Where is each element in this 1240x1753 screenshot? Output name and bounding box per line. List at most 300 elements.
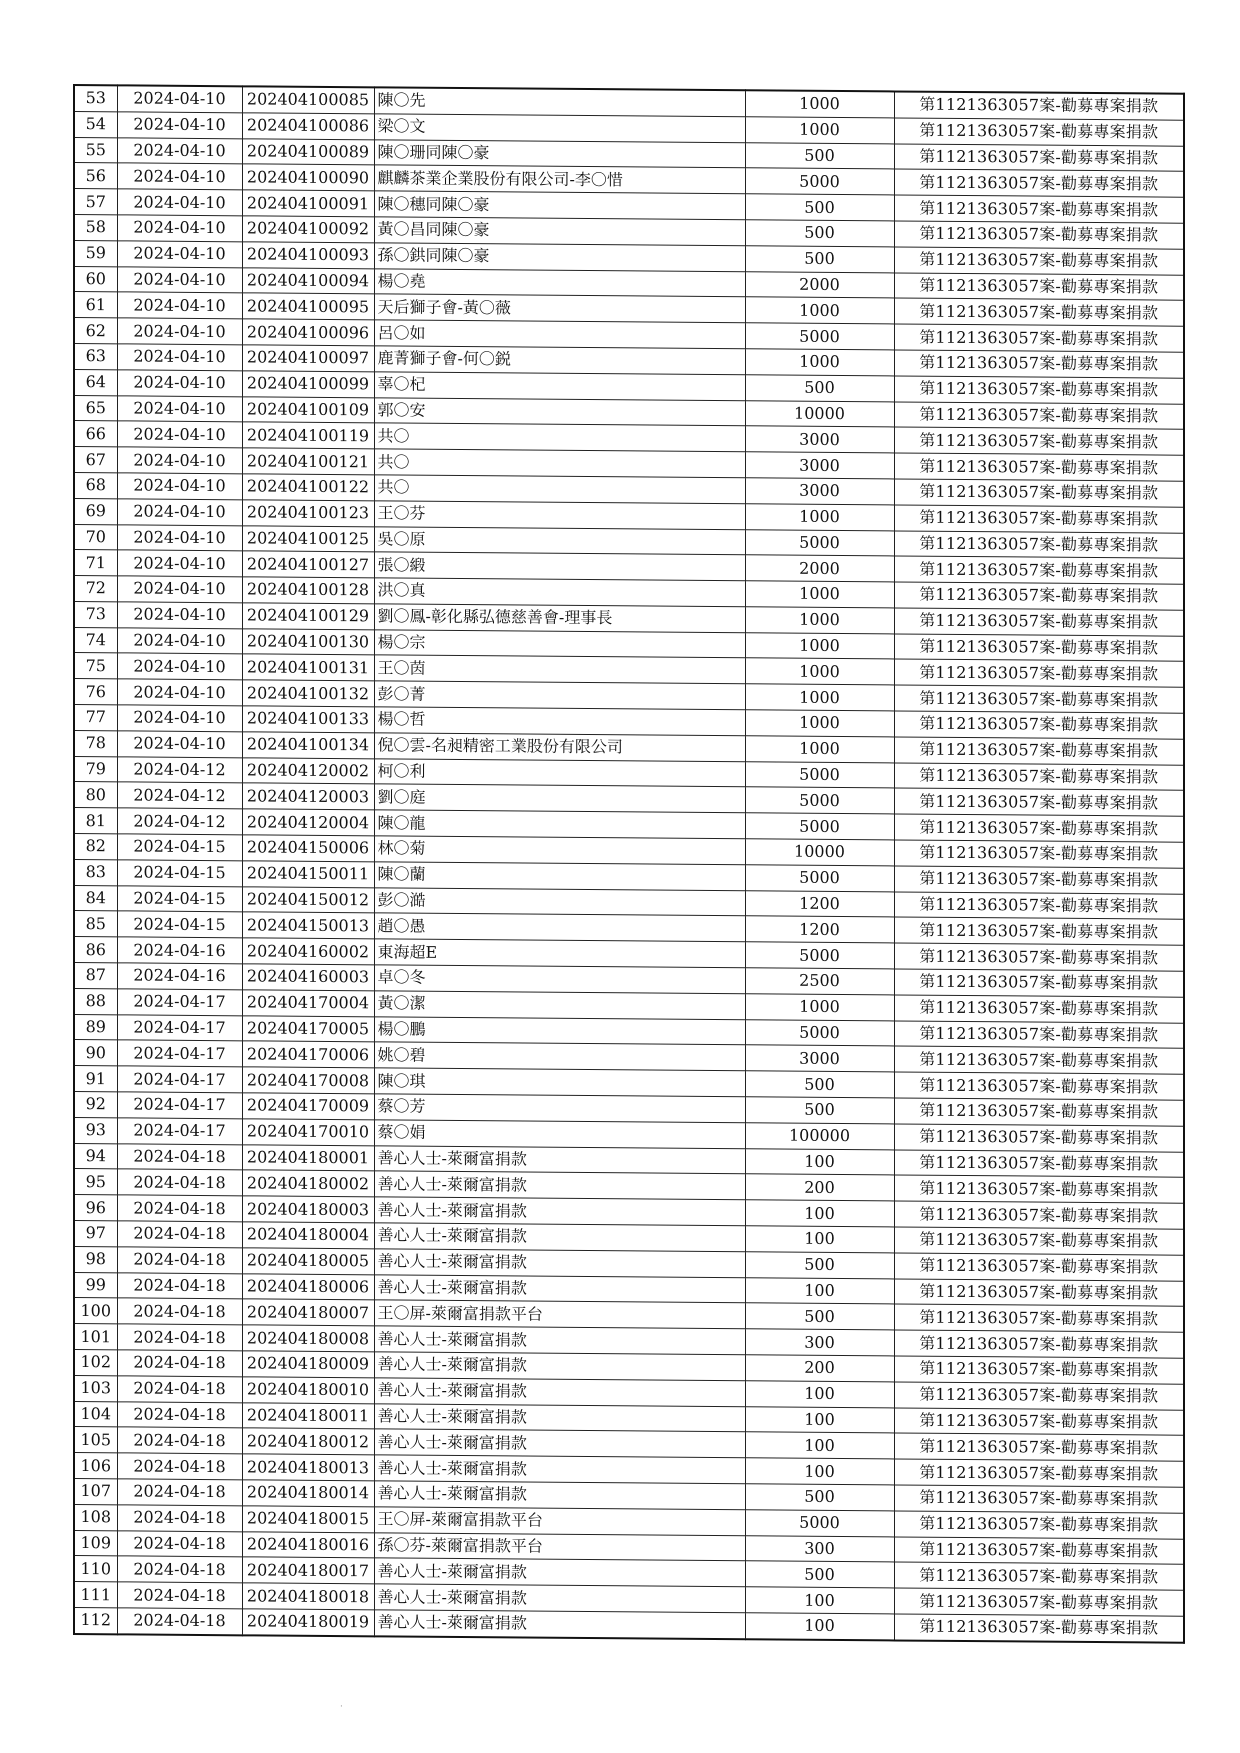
donation-amount-cell: 100 bbox=[745, 1458, 894, 1485]
fundraising-case-cell: 第1121363057案-勸募專案捐款 bbox=[894, 1588, 1184, 1616]
fundraising-case-cell: 第1121363057案-勸募專案捐款 bbox=[894, 118, 1184, 146]
row-number-cell: 72 bbox=[74, 576, 117, 602]
donor-name-cell: 共〇 bbox=[374, 475, 745, 504]
donor-name-cell: 陳〇龍 bbox=[374, 810, 745, 839]
row-number-cell: 95 bbox=[74, 1169, 117, 1195]
donor-name-cell: 劉〇鳳-彰化縣弘德慈善會-理事長 bbox=[374, 604, 745, 633]
donation-amount-cell: 1000 bbox=[745, 736, 894, 763]
receipt-number-cell: 202404100134 bbox=[242, 732, 374, 759]
donor-name-cell: 王〇茵 bbox=[374, 655, 745, 684]
fundraising-case-cell: 第1121363057案-勸募專案捐款 bbox=[894, 247, 1184, 275]
receipt-number-cell: 202404180007 bbox=[242, 1299, 374, 1326]
donation-amount-cell: 1000 bbox=[745, 994, 894, 1021]
receipt-number-cell: 202404100121 bbox=[242, 448, 374, 475]
donor-name-cell: 善心人士-萊爾富捐款 bbox=[374, 1171, 745, 1200]
fundraising-case-cell: 第1121363057案-勸募專案捐款 bbox=[894, 169, 1184, 197]
donation-date-cell: 2024-04-18 bbox=[117, 1401, 242, 1428]
donor-name-cell: 善心人士-萊爾富捐款 bbox=[374, 1249, 745, 1278]
donation-amount-cell: 100 bbox=[745, 1381, 894, 1408]
receipt-number-cell: 202404170010 bbox=[242, 1119, 374, 1146]
donor-name-cell: 鹿菁獅子會-何〇鋭 bbox=[374, 346, 745, 375]
donation-amount-cell: 500 bbox=[745, 1252, 894, 1279]
donation-amount-cell: 1200 bbox=[745, 916, 894, 943]
receipt-number-cell: 202404100089 bbox=[242, 138, 374, 165]
donation-amount-cell: 100 bbox=[745, 1226, 894, 1253]
donation-amount-cell: 100 bbox=[745, 1148, 894, 1175]
fundraising-case-cell: 第1121363057案-勸募專案捐款 bbox=[894, 969, 1184, 997]
donation-date-cell: 2024-04-18 bbox=[117, 1376, 242, 1403]
receipt-number-cell: 202404100119 bbox=[242, 422, 374, 449]
receipt-number-cell: 202404180016 bbox=[242, 1531, 374, 1558]
fundraising-case-cell: 第1121363057案-勸募專案捐款 bbox=[894, 221, 1184, 249]
donor-name-cell: 郭〇安 bbox=[374, 397, 745, 426]
donor-name-cell: 楊〇鵬 bbox=[374, 1017, 745, 1046]
receipt-number-cell: 202404100086 bbox=[242, 113, 374, 140]
donation-amount-cell: 5000 bbox=[745, 865, 894, 892]
receipt-number-cell: 202404180014 bbox=[242, 1480, 374, 1507]
fundraising-case-cell: 第1121363057案-勸募專案捐款 bbox=[894, 530, 1184, 558]
row-number-cell: 103 bbox=[74, 1375, 117, 1401]
row-number-cell: 86 bbox=[74, 937, 117, 963]
donation-date-cell: 2024-04-10 bbox=[117, 524, 242, 551]
donor-name-cell: 善心人士-萊爾富捐款 bbox=[374, 1481, 745, 1510]
row-number-cell: 69 bbox=[74, 498, 117, 524]
donation-date-cell: 2024-04-12 bbox=[117, 757, 242, 784]
donor-name-cell: 共〇 bbox=[374, 423, 745, 452]
fundraising-case-cell: 第1121363057案-勸募專案捐款 bbox=[894, 1433, 1184, 1461]
fundraising-case-cell: 第1121363057案-勸募專案捐款 bbox=[894, 1279, 1184, 1307]
fundraising-case-cell: 第1121363057案-勸募專案捐款 bbox=[894, 401, 1184, 429]
donor-name-cell: 天后獅子會-黃〇薇 bbox=[374, 294, 745, 323]
fundraising-case-cell: 第1121363057案-勸募專案捐款 bbox=[894, 1511, 1184, 1539]
fundraising-case-cell: 第1121363057案-勸募專案捐款 bbox=[894, 324, 1184, 352]
donation-date-cell: 2024-04-18 bbox=[117, 1505, 242, 1532]
row-number-cell: 82 bbox=[74, 834, 117, 860]
fundraising-case-cell: 第1121363057案-勸募專案捐款 bbox=[894, 711, 1184, 739]
receipt-number-cell: 202404180008 bbox=[242, 1325, 374, 1352]
donation-date-cell: 2024-04-10 bbox=[117, 395, 242, 422]
donor-name-cell: 陳〇穗同陳〇豪 bbox=[374, 191, 745, 220]
row-number-cell: 77 bbox=[74, 705, 117, 731]
donor-name-cell: 梁〇文 bbox=[374, 114, 745, 143]
fundraising-case-cell: 第1121363057案-勸募專案捐款 bbox=[894, 995, 1184, 1023]
donation-amount-cell: 5000 bbox=[745, 761, 894, 788]
donation-amount-cell: 1000 bbox=[745, 658, 894, 685]
donation-date-cell: 2024-04-18 bbox=[117, 1479, 242, 1506]
donation-date-cell: 2024-04-10 bbox=[117, 550, 242, 577]
donation-date-cell: 2024-04-18 bbox=[117, 1608, 242, 1635]
fundraising-case-cell: 第1121363057案-勸募專案捐款 bbox=[894, 1201, 1184, 1229]
donor-name-cell: 彭〇菁 bbox=[374, 681, 745, 710]
receipt-number-cell: 202404180012 bbox=[242, 1428, 374, 1455]
donation-amount-cell: 500 bbox=[745, 194, 894, 221]
donation-amount-cell: 5000 bbox=[745, 529, 894, 556]
receipt-number-cell: 202404100085 bbox=[242, 86, 374, 113]
donation-date-cell: 2024-04-15 bbox=[117, 886, 242, 913]
donor-name-cell: 倪〇雲-名昶精密工業股份有限公司 bbox=[374, 733, 745, 762]
row-number-cell: 92 bbox=[74, 1092, 117, 1118]
fundraising-case-cell: 第1121363057案-勸募專案捐款 bbox=[894, 634, 1184, 662]
receipt-number-cell: 202404150013 bbox=[242, 912, 374, 939]
donation-amount-cell: 200 bbox=[745, 1174, 894, 1201]
row-number-cell: 101 bbox=[74, 1324, 117, 1350]
donation-date-cell: 2024-04-10 bbox=[117, 370, 242, 397]
receipt-number-cell: 202404180015 bbox=[242, 1506, 374, 1533]
receipt-number-cell: 202404180005 bbox=[242, 1248, 374, 1275]
donor-name-cell: 辜〇杞 bbox=[374, 372, 745, 401]
donation-amount-cell: 5000 bbox=[745, 942, 894, 969]
donation-date-cell: 2024-04-17 bbox=[117, 989, 242, 1016]
fundraising-case-cell: 第1121363057案-勸募專案捐款 bbox=[894, 1046, 1184, 1074]
donation-date-cell: 2024-04-16 bbox=[117, 963, 242, 990]
fundraising-case-cell: 第1121363057案-勸募專案捐款 bbox=[894, 143, 1184, 171]
donation-amount-cell: 500 bbox=[745, 374, 894, 401]
donor-name-cell: 柯〇利 bbox=[374, 759, 745, 788]
receipt-number-cell: 202404150011 bbox=[242, 861, 374, 888]
donation-date-cell: 2024-04-18 bbox=[117, 1221, 242, 1248]
donation-amount-cell: 1200 bbox=[745, 890, 894, 917]
fundraising-case-cell: 第1121363057案-勸募專案捐款 bbox=[894, 556, 1184, 584]
donation-date-cell: 2024-04-10 bbox=[117, 473, 242, 500]
donation-amount-cell: 3000 bbox=[745, 426, 894, 453]
donation-date-cell: 2024-04-10 bbox=[117, 679, 242, 706]
donor-name-cell: 楊〇宗 bbox=[374, 630, 745, 659]
donation-date-cell: 2024-04-10 bbox=[117, 653, 242, 680]
donation-amount-cell: 1000 bbox=[745, 90, 894, 117]
donor-name-cell: 洪〇真 bbox=[374, 578, 745, 607]
row-number-cell: 53 bbox=[74, 85, 117, 112]
row-number-cell: 57 bbox=[74, 189, 117, 215]
row-number-cell: 85 bbox=[74, 911, 117, 937]
row-number-cell: 107 bbox=[74, 1478, 117, 1504]
row-number-cell: 90 bbox=[74, 1040, 117, 1066]
donor-name-cell: 善心人士-萊爾富捐款 bbox=[374, 1352, 745, 1381]
fundraising-case-cell: 第1121363057案-勸募專案捐款 bbox=[894, 453, 1184, 481]
donor-name-cell: 呂〇如 bbox=[374, 320, 745, 349]
donation-amount-cell: 100 bbox=[745, 1200, 894, 1227]
row-number-cell: 97 bbox=[74, 1221, 117, 1247]
fundraising-case-cell: 第1121363057案-勸募專案捐款 bbox=[894, 1408, 1184, 1436]
row-number-cell: 91 bbox=[74, 1066, 117, 1092]
row-number-cell: 109 bbox=[74, 1530, 117, 1556]
donation-date-cell: 2024-04-16 bbox=[117, 937, 242, 964]
donor-name-cell: 陳〇琪 bbox=[374, 1068, 745, 1097]
donation-amount-cell: 1000 bbox=[745, 297, 894, 324]
donation-amount-cell: 100 bbox=[745, 1432, 894, 1459]
receipt-number-cell: 202404180017 bbox=[242, 1557, 374, 1584]
donor-name-cell: 善心人士-萊爾富捐款 bbox=[374, 1197, 745, 1226]
donation-date-cell: 2024-04-17 bbox=[117, 1092, 242, 1119]
donation-amount-cell: 100 bbox=[745, 1277, 894, 1304]
donation-amount-cell: 5000 bbox=[745, 1510, 894, 1537]
donation-date-cell: 2024-04-17 bbox=[117, 1040, 242, 1067]
fundraising-case-cell: 第1121363057案-勸募專案捐款 bbox=[894, 1459, 1184, 1487]
donation-date-cell: 2024-04-12 bbox=[117, 808, 242, 835]
donation-amount-cell: 1000 bbox=[745, 607, 894, 634]
row-number-cell: 55 bbox=[74, 137, 117, 163]
donation-date-cell: 2024-04-10 bbox=[117, 85, 242, 112]
donation-date-cell: 2024-04-18 bbox=[117, 1169, 242, 1196]
donor-name-cell: 善心人士-萊爾富捐款 bbox=[374, 1274, 745, 1303]
donation-date-cell: 2024-04-10 bbox=[117, 447, 242, 474]
receipt-number-cell: 202404180004 bbox=[242, 1222, 374, 1249]
fundraising-case-cell: 第1121363057案-勸募專案捐款 bbox=[894, 788, 1184, 816]
receipt-number-cell: 202404100128 bbox=[242, 577, 374, 604]
donor-name-cell: 吳〇原 bbox=[374, 526, 745, 555]
fundraising-case-cell: 第1121363057案-勸募專案捐款 bbox=[894, 1124, 1184, 1152]
fundraising-case-cell: 第1121363057案-勸募專案捐款 bbox=[894, 1330, 1184, 1358]
fundraising-case-cell: 第1121363057案-勸募專案捐款 bbox=[894, 685, 1184, 713]
donation-date-cell: 2024-04-10 bbox=[117, 421, 242, 448]
donor-name-cell: 善心人士-萊爾富捐款 bbox=[374, 1378, 745, 1407]
receipt-number-cell: 202404100097 bbox=[242, 345, 374, 372]
receipt-number-cell: 202404100130 bbox=[242, 629, 374, 656]
donation-amount-cell: 100 bbox=[745, 1406, 894, 1433]
donation-date-cell: 2024-04-10 bbox=[117, 189, 242, 216]
donation-date-cell: 2024-04-18 bbox=[117, 1582, 242, 1609]
donation-amount-cell: 1000 bbox=[745, 684, 894, 711]
donor-name-cell: 陳〇先 bbox=[374, 87, 745, 116]
row-number-cell: 70 bbox=[74, 524, 117, 550]
receipt-number-cell: 202404100096 bbox=[242, 319, 374, 346]
row-number-cell: 106 bbox=[74, 1453, 117, 1479]
receipt-number-cell: 202404100091 bbox=[242, 190, 374, 217]
donation-amount-cell: 500 bbox=[745, 1561, 894, 1588]
row-number-cell: 58 bbox=[74, 214, 117, 240]
donor-name-cell: 王〇屏-萊爾富捐款平台 bbox=[374, 1507, 745, 1536]
donation-date-cell: 2024-04-10 bbox=[117, 731, 242, 758]
fundraising-case-cell: 第1121363057案-勸募專案捐款 bbox=[894, 298, 1184, 326]
fundraising-case-cell: 第1121363057案-勸募專案捐款 bbox=[894, 1485, 1184, 1513]
row-number-cell: 75 bbox=[74, 653, 117, 679]
donation-amount-cell: 1000 bbox=[745, 581, 894, 608]
row-number-cell: 56 bbox=[74, 163, 117, 189]
donation-table-body bbox=[74, 85, 1184, 1642]
receipt-number-cell: 202404100123 bbox=[242, 500, 374, 527]
donation-date-cell: 2024-04-10 bbox=[117, 318, 242, 345]
donor-name-cell: 善心人士-萊爾富捐款 bbox=[374, 1403, 745, 1432]
fundraising-case-cell: 第1121363057案-勸募專案捐款 bbox=[894, 943, 1184, 971]
donation-date-cell: 2024-04-10 bbox=[117, 241, 242, 268]
row-number-cell: 73 bbox=[74, 601, 117, 627]
donor-name-cell: 麒麟茶業企業股份有限公司-李〇惜 bbox=[374, 165, 745, 194]
fundraising-case-cell: 第1121363057案-勸募專案捐款 bbox=[894, 376, 1184, 404]
fundraising-case-cell: 第1121363057案-勸募專案捐款 bbox=[894, 1150, 1184, 1178]
fundraising-case-cell: 第1121363057案-勸募專案捐款 bbox=[894, 1304, 1184, 1332]
donation-amount-cell: 300 bbox=[745, 1535, 894, 1562]
donation-amount-cell: 1000 bbox=[745, 710, 894, 737]
row-number-cell: 81 bbox=[74, 808, 117, 834]
fundraising-case-cell: 第1121363057案-勸募專案捐款 bbox=[894, 1098, 1184, 1126]
donation-amount-cell: 1000 bbox=[745, 117, 894, 144]
receipt-number-cell: 202404180013 bbox=[242, 1454, 374, 1481]
receipt-number-cell: 202404120004 bbox=[242, 809, 374, 836]
receipt-number-cell: 202404180011 bbox=[242, 1402, 374, 1429]
receipt-number-cell: 202404150012 bbox=[242, 886, 374, 913]
row-number-cell: 64 bbox=[74, 369, 117, 395]
fundraising-case-cell: 第1121363057案-勸募專案捐款 bbox=[894, 350, 1184, 378]
donation-date-cell: 2024-04-18 bbox=[117, 1195, 242, 1222]
donation-amount-cell: 500 bbox=[745, 1097, 894, 1124]
donation-date-cell: 2024-04-17 bbox=[117, 1066, 242, 1093]
receipt-number-cell: 202404120002 bbox=[242, 757, 374, 784]
receipt-number-cell: 202404100127 bbox=[242, 551, 374, 578]
row-number-cell: 78 bbox=[74, 730, 117, 756]
donation-date-cell: 2024-04-18 bbox=[117, 1143, 242, 1170]
receipt-number-cell: 202404100122 bbox=[242, 474, 374, 501]
receipt-number-cell: 202404100095 bbox=[242, 293, 374, 320]
row-number-cell: 59 bbox=[74, 240, 117, 266]
donation-amount-cell: 5000 bbox=[745, 323, 894, 350]
row-number-cell: 80 bbox=[74, 782, 117, 808]
donation-date-cell: 2024-04-10 bbox=[117, 292, 242, 319]
donation-amount-cell: 3000 bbox=[745, 1045, 894, 1072]
donor-name-cell: 孫〇鉷同陳〇豪 bbox=[374, 243, 745, 272]
donor-name-cell: 彭〇澔 bbox=[374, 888, 745, 917]
row-number-cell: 112 bbox=[74, 1607, 117, 1634]
donation-amount-cell: 1000 bbox=[745, 349, 894, 376]
receipt-number-cell: 202404100129 bbox=[242, 603, 374, 630]
donation-amount-cell: 500 bbox=[745, 1484, 894, 1511]
receipt-number-cell: 202404100131 bbox=[242, 654, 374, 681]
donor-name-cell: 陳〇珊同陳〇豪 bbox=[374, 139, 745, 168]
donor-name-cell: 卓〇冬 bbox=[374, 965, 745, 994]
fundraising-case-cell: 第1121363057案-勸募專案捐款 bbox=[894, 427, 1184, 455]
donation-amount-cell: 2500 bbox=[745, 968, 894, 995]
fundraising-case-cell: 第1121363057案-勸募專案捐款 bbox=[894, 737, 1184, 765]
receipt-number-cell: 202404100094 bbox=[242, 267, 374, 294]
donation-amount-cell: 5000 bbox=[745, 168, 894, 195]
fundraising-case-cell: 第1121363057案-勸募專案捐款 bbox=[894, 608, 1184, 636]
donation-date-cell: 2024-04-18 bbox=[117, 1324, 242, 1351]
donation-date-cell: 2024-04-15 bbox=[117, 911, 242, 938]
donation-amount-cell: 1000 bbox=[745, 632, 894, 659]
donor-name-cell: 楊〇哲 bbox=[374, 707, 745, 736]
row-number-cell: 108 bbox=[74, 1504, 117, 1530]
receipt-number-cell: 202404180002 bbox=[242, 1170, 374, 1197]
donation-amount-cell: 500 bbox=[745, 246, 894, 273]
donation-date-cell: 2024-04-18 bbox=[117, 1298, 242, 1325]
donor-name-cell: 善心人士-萊爾富捐款 bbox=[374, 1326, 745, 1355]
donor-name-cell: 孫〇芬-萊爾富捐款平台 bbox=[374, 1532, 745, 1561]
receipt-number-cell: 202404100109 bbox=[242, 396, 374, 423]
row-number-cell: 100 bbox=[74, 1298, 117, 1324]
row-number-cell: 67 bbox=[74, 447, 117, 473]
donation-amount-cell: 500 bbox=[745, 1071, 894, 1098]
row-number-cell: 99 bbox=[74, 1272, 117, 1298]
donor-name-cell: 善心人士-萊爾富捐款 bbox=[374, 1584, 745, 1613]
donor-name-cell: 善心人士-萊爾富捐款 bbox=[374, 1145, 745, 1174]
donation-amount-cell: 2000 bbox=[745, 271, 894, 298]
row-number-cell: 63 bbox=[74, 343, 117, 369]
donation-date-cell: 2024-04-10 bbox=[117, 137, 242, 164]
donation-amount-cell: 500 bbox=[745, 1303, 894, 1330]
donor-name-cell: 陳〇蘭 bbox=[374, 862, 745, 891]
donation-date-cell: 2024-04-18 bbox=[117, 1272, 242, 1299]
receipt-number-cell: 202404100092 bbox=[242, 216, 374, 243]
donation-amount-cell: 5000 bbox=[745, 813, 894, 840]
donor-name-cell: 善心人士-萊爾富捐款 bbox=[374, 1610, 745, 1639]
donor-name-cell: 東海超E bbox=[374, 939, 745, 968]
donation-amount-cell: 200 bbox=[745, 1355, 894, 1382]
donation-amount-cell: 1000 bbox=[745, 503, 894, 530]
receipt-number-cell: 202404170006 bbox=[242, 1041, 374, 1068]
donor-name-cell: 蔡〇娟 bbox=[374, 1120, 745, 1149]
row-number-cell: 62 bbox=[74, 318, 117, 344]
row-number-cell: 88 bbox=[74, 988, 117, 1014]
receipt-number-cell: 202404100133 bbox=[242, 706, 374, 733]
row-number-cell: 93 bbox=[74, 1117, 117, 1143]
receipt-number-cell: 202404170004 bbox=[242, 990, 374, 1017]
donation-amount-cell: 10000 bbox=[745, 839, 894, 866]
donation-date-cell: 2024-04-10 bbox=[117, 112, 242, 139]
row-number-cell: 60 bbox=[74, 266, 117, 292]
fundraising-case-cell: 第1121363057案-勸募專案捐款 bbox=[894, 582, 1184, 610]
fundraising-case-cell: 第1121363057案-勸募專案捐款 bbox=[894, 1072, 1184, 1100]
receipt-number-cell: 202404150006 bbox=[242, 835, 374, 862]
donation-date-cell: 2024-04-18 bbox=[117, 1556, 242, 1583]
receipt-number-cell: 202404100090 bbox=[242, 164, 374, 191]
donation-amount-cell: 500 bbox=[745, 220, 894, 247]
row-number-cell: 83 bbox=[74, 859, 117, 885]
receipt-number-cell: 202404180009 bbox=[242, 1351, 374, 1378]
fundraising-case-cell: 第1121363057案-勸募專案捐款 bbox=[894, 866, 1184, 894]
donor-name-cell: 王〇屏-萊爾富捐款平台 bbox=[374, 1300, 745, 1329]
donation-date-cell: 2024-04-15 bbox=[117, 860, 242, 887]
donor-name-cell: 善心人士-萊爾富捐款 bbox=[374, 1455, 745, 1484]
row-number-cell: 76 bbox=[74, 679, 117, 705]
row-number-cell: 66 bbox=[74, 421, 117, 447]
receipt-number-cell: 202404180018 bbox=[242, 1583, 374, 1610]
donation-date-cell: 2024-04-10 bbox=[117, 163, 242, 190]
fundraising-case-cell: 第1121363057案-勸募專案捐款 bbox=[894, 840, 1184, 868]
donor-name-cell: 蔡〇芳 bbox=[374, 1094, 745, 1123]
row-number-cell: 84 bbox=[74, 885, 117, 911]
fundraising-case-cell: 第1121363057案-勸募專案捐款 bbox=[894, 91, 1184, 120]
fundraising-case-cell: 第1121363057案-勸募專案捐款 bbox=[894, 1021, 1184, 1049]
donation-date-cell: 2024-04-10 bbox=[117, 215, 242, 242]
row-number-cell: 74 bbox=[74, 627, 117, 653]
fundraising-case-cell: 第1121363057案-勸募專案捐款 bbox=[894, 659, 1184, 687]
donation-date-cell: 2024-04-10 bbox=[117, 705, 242, 732]
receipt-number-cell: 202404100093 bbox=[242, 242, 374, 269]
donation-date-cell: 2024-04-15 bbox=[117, 834, 242, 861]
donation-date-cell: 2024-04-18 bbox=[117, 1247, 242, 1274]
receipt-number-cell: 202404170008 bbox=[242, 1067, 374, 1094]
donation-date-cell: 2024-04-18 bbox=[117, 1530, 242, 1557]
donation-date-cell: 2024-04-17 bbox=[117, 1118, 242, 1145]
donation-amount-cell: 5000 bbox=[745, 1019, 894, 1046]
fundraising-case-cell: 第1121363057案-勸募專案捐款 bbox=[894, 1562, 1184, 1590]
receipt-number-cell: 202404180019 bbox=[242, 1609, 374, 1636]
fundraising-case-cell: 第1121363057案-勸募專案捐款 bbox=[894, 1614, 1184, 1643]
fundraising-case-cell: 第1121363057案-勸募專案捐款 bbox=[894, 1227, 1184, 1255]
receipt-number-cell: 202404160003 bbox=[242, 964, 374, 991]
donation-amount-cell: 100 bbox=[745, 1587, 894, 1614]
row-number-cell: 79 bbox=[74, 756, 117, 782]
donation-date-cell: 2024-04-10 bbox=[117, 628, 242, 655]
donation-amount-cell: 10000 bbox=[745, 400, 894, 427]
fundraising-case-cell: 第1121363057案-勸募專案捐款 bbox=[894, 892, 1184, 920]
row-number-cell: 105 bbox=[74, 1427, 117, 1453]
fundraising-case-cell: 第1121363057案-勸募專案捐款 bbox=[894, 814, 1184, 842]
donor-name-cell: 楊〇堯 bbox=[374, 268, 745, 297]
row-number-cell: 111 bbox=[74, 1582, 117, 1608]
donation-amount-cell: 5000 bbox=[745, 787, 894, 814]
receipt-number-cell: 202404160002 bbox=[242, 938, 374, 965]
receipt-number-cell: 202404170005 bbox=[242, 1015, 374, 1042]
donation-date-cell: 2024-04-18 bbox=[117, 1453, 242, 1480]
